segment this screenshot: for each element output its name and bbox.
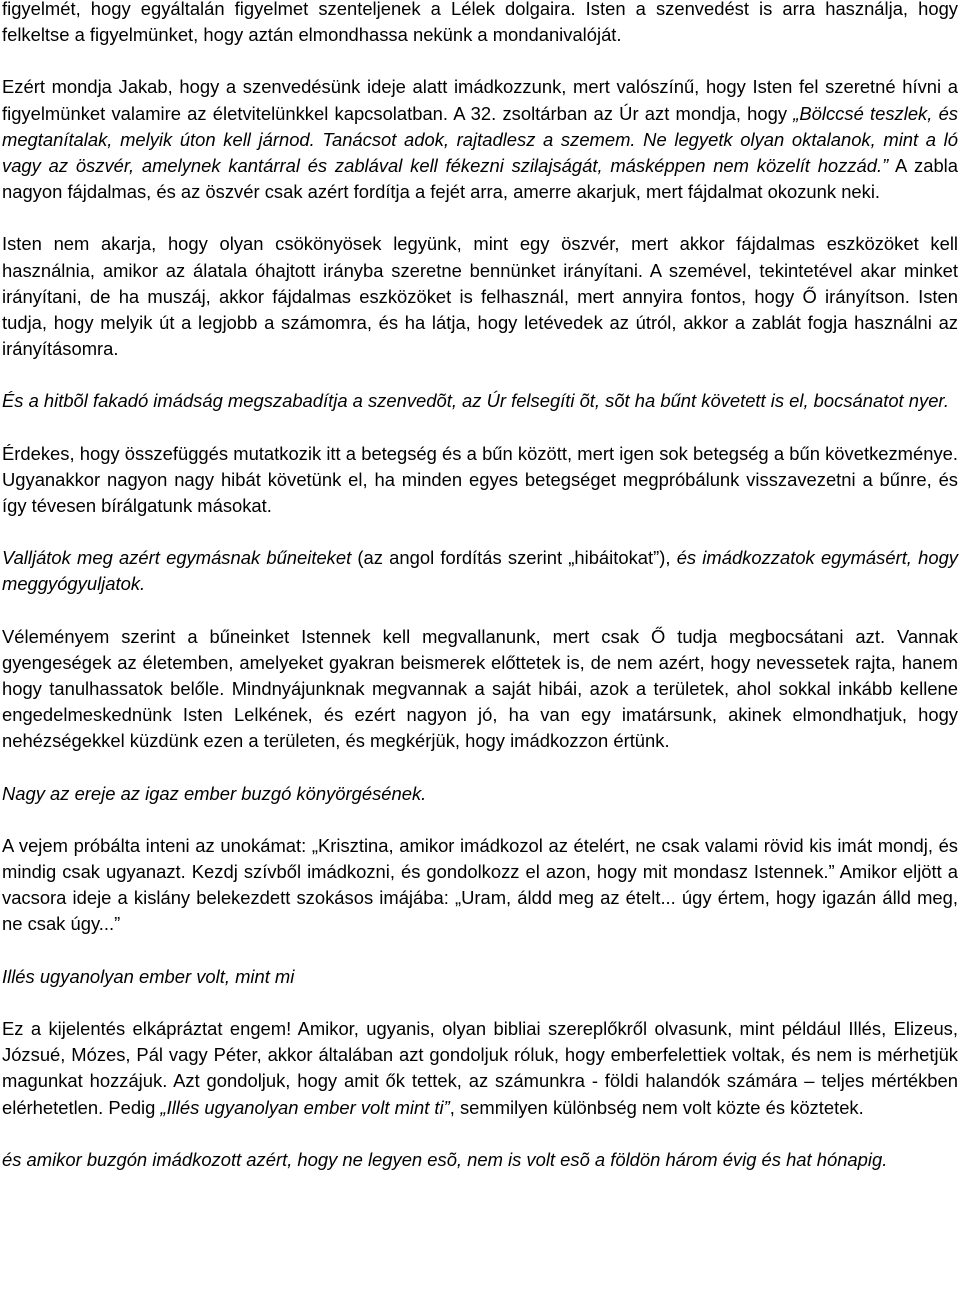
paragraph-7 [2,624,958,755]
paragraph-5 [2,441,958,520]
paragraph-9 [2,833,958,938]
paragraph-8 [2,781,958,807]
scripture-quote: Nagy az ereje az igaz ember buzgó könyörgésének. [2,782,427,804]
paragraph-4 [2,388,958,414]
paragraph-12 [2,1147,958,1173]
paragraph-3 [2,231,958,362]
paragraph-6 [2,545,958,597]
paragraph-text: Véleményem szerint a bűneinket Istennek kell megvallanunk, mert csak Ő tudja megbocsátani azt. Vannak gyengeségek az életemben, amelyeket gyakran beismerek előttetek is, de nem azért, hogy nevessetek rajta, hanem hogy tanulhassatok belőle. Mindnyájunknak megvannak a saját hibái, azok a területek, ahol sokkal inkább kellene engedelmeskednünk Isten Lelkének, és ezért nagyon jó, ha van egy imatársunk, akinek elmondhatjuk, hogy nehézségekkel küzdünk ezen a területen, és megkérjük, hogy imádkozzon értünk. [2,625,958,752]
scripture-quote: Illés ugyanolyan ember volt, mint mi [2,965,295,987]
paragraph-text: , semmilyen különbség nem volt közte és köztetek. [449,1096,864,1118]
scripture-quote: És a hitbõl fakadó imádság megszabadítja a szenvedõt, az Úr felsegíti õt, sõt ha bűnt követett is el, bocsánatot nyer. [2,390,949,412]
paragraph-text: Isten nem akarja, hogy olyan csökönyösek legyünk, mint egy öszvér, mert akkor fájdalmas eszközöket kell használnia, amikor az álatala óhajtott irányba szeretne bennünket irányítani. A szemével, tekintetével akar minket irányítani, de ha muszáj, akkor fájdalmas eszközöket is felhasznál, mert annyira fontos, hogy Ő irányítson. Isten tudja, hogy melyik út a legjobb a számomra, és ha látja, hogy letévedek az útról, akkor a zablát fogja használni az irányításomra. [2,233,958,360]
paragraph-2 [2,74,958,205]
paragraph-text: Érdekes, hogy összefüggés mutatkozik itt a betegség és a bűn között, mert igen sok betegség a bűn következménye. Ugyanakkor nagyon nagy hibát követünk el, ha minden egyes betegséget megpróbálunk visszavezetni a bűnre, és így tévesen bírálgatunk másokat. [2,442,958,517]
paragraph-11 [2,1016,958,1121]
paragraph-text: (az angol fordítás szerint „hibáitokat”), [351,547,677,569]
paragraph-text: figyelmét, hogy egyáltalán figyelmet szenteljenek a Lélek dolgaira. Isten a szenvedést is arra használja, hogy felkeltse a figyelmünket, hogy aztán elmondhassa nekünk a mondanivalóját. [2,0,958,46]
paragraph-text: A zabla nagyon fájdalmas, és az öszvér csak azért fordítja a fejét arra, amerre akarjuk, mert fájdalmat okozunk neki. [2,155,958,203]
scripture-quote: és amikor buzgón imádkozott azért, hogy ne legyen esõ, nem is volt esõ a földön három évig és hat hónapig. [2,1148,888,1170]
paragraph-text: Ez a kijelentés elkápráztat engem! Amikor, ugyanis, olyan bibliai szereplőkről olvasunk, mint például Illés, Elizeus, Józsué, Mózes, Pál vagy Péter, akkor általában azt gondoljuk róluk, hogy emberfelettiek voltak, és nem is mérhetjük magunkat hozzájuk. Azt gondoljuk, hogy amit ők tettek, az számunkra - földi halandók számára – teljes mértékben elérhetetlen. Pedig [2,1017,958,1118]
scripture-quote: „Illés ugyanolyan ember volt mint ti” [160,1096,450,1118]
paragraph-text: Ezért mondja Jakab, hogy a szenvedésünk ideje alatt imádkozzunk, mert valószínű, hogy Isten fel szeretné hívni a figyelmünket valamire az életvitelünkkel kapcsolatban. A 32. zsoltárban az Úr azt mondja, hogy [2,76,958,124]
paragraph-1 [2,0,958,48]
paragraph-text: A vejem próbálta inteni az unokámat: „Krisztina, amikor imádkozol az ételért, ne csak valami rövid kis imát mondj, és mindig csak ugyanazt. Kezdj szívből imádkozni, és gondolkozz el azon, hogy mit mondasz Istennek.” Amikor eljött a vacsora ideje a kislány belekezdett szokásos imájába: „Uram, áldd meg az ételt... úgy értem, hogy igazán álld meg, ne csak úgy...” [2,834,958,935]
paragraph-10 [2,964,958,990]
scripture-quote: Valljátok meg azért egymásnak bűneiteket [2,547,352,569]
scripture-quote: és imádkozzatok egymásért, hogy meggyógyuljatok. [2,547,958,595]
scripture-quote: „Bölccsé teszlek, és megtanítalak, melyik úton kell járnod. Tanácsot adok, rajtadlesz a szemem. Ne legyetk olyan oktalanok, mint a ló vagy az öszvér, amelynek kantárral és zablával kell fékezni szilajságát, másképpen nem közelít hozzád.” [2,102,958,177]
